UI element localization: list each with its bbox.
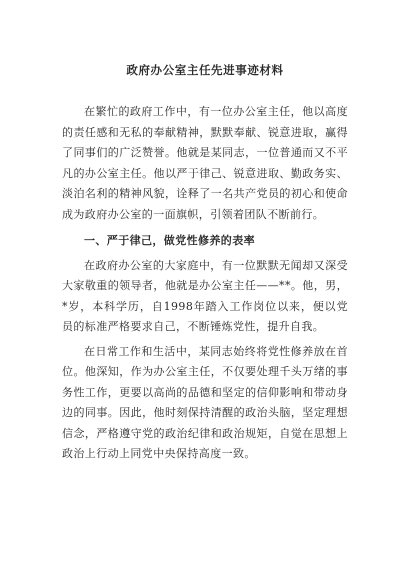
document-title: 政府办公室主任先进事迹材料	[126, 63, 284, 77]
section-heading-1: 一、严于律己，做党性修养的表率	[84, 234, 255, 247]
intro-paragraph: 在繁忙的政府工作中，有一位办公室主任，他以高度的责任感和无私的奉献精神，默默奉献、锐意进取，赢得了同事们的广泛赞誉。他就是某同志，一位普通而又不平凡的办公室主任。他以严于律己、锐意进取、勤政务实、淡泊名利的精神风貌，诠释了一名共产党员的初心和使命成为政府办公室的一面旗帜，引领着团队不断前行。	[62, 105, 348, 221]
section-1-paragraph-1: 在政府办公室的大家庭中，有一位默默无闻却又深受大家敬重的领导者，他就是办公室主任——**。他，男，*岁，本科学历，自1998年踏入工作岗位以来，便以党员的标准严格要求自己，不断锤炼党性，提升自我。	[62, 258, 348, 333]
section-1-paragraph-2: 在日常工作和生活中，某同志始终将党性修养放在首位。他深知，作为办公室主任，不仅要处理千头万绪的事务性工作，更要以高尚的品德和坚定的信仰影响和带动身边的同事。因此，他时刻保持清醒的政治头脑，坚定理想信念，严格遵守党的政治纪律和政治规矩，自觉在思想上政治上行动上同党中央保持高度一致。	[62, 344, 348, 460]
